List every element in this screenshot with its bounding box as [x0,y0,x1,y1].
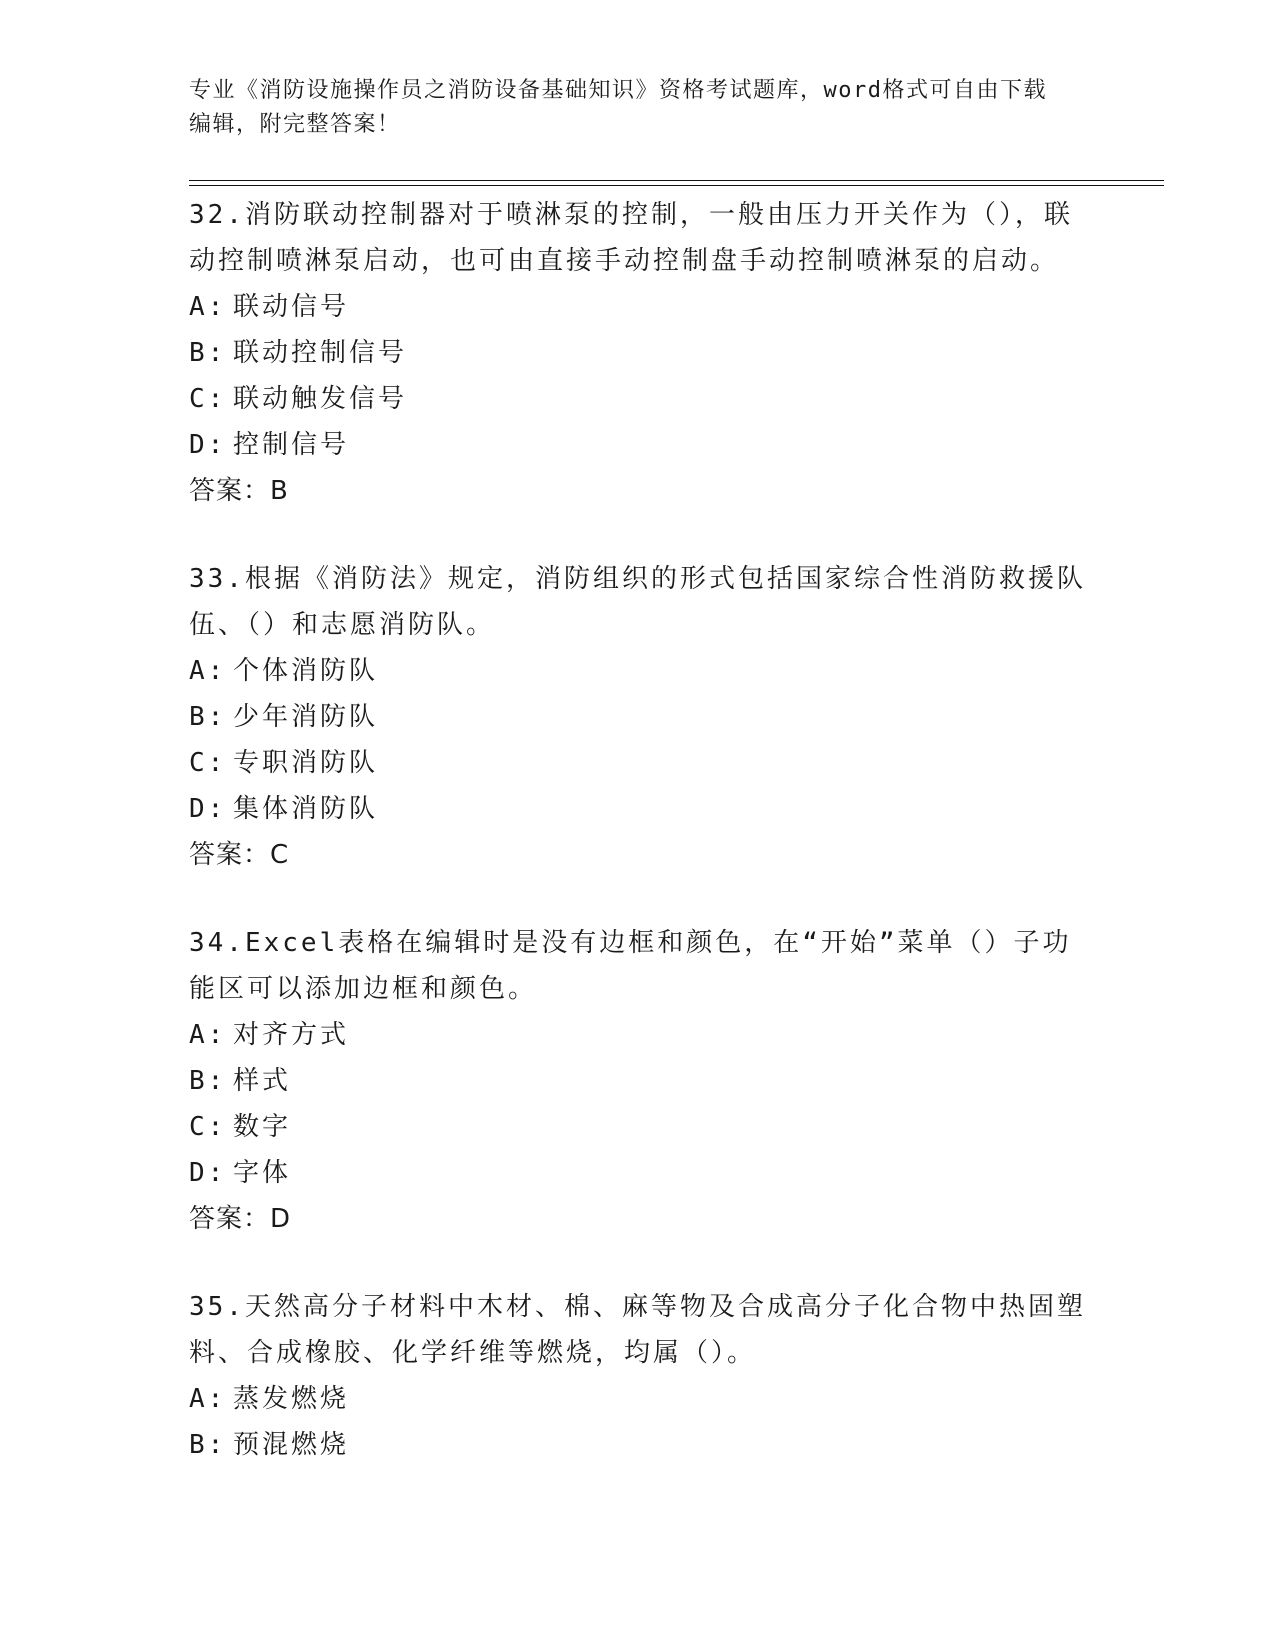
question-stem [189,1284,1089,1376]
option-key: C: [189,748,227,778]
option-text: 数字 [233,1112,292,1142]
option-text: 联动控制信号 [233,338,408,368]
answer-label: 答案： [189,476,271,506]
question-33 [189,556,1089,878]
document-header [189,74,1069,142]
option-key: B: [189,1430,227,1460]
option-c [189,376,1089,422]
option-a [189,284,1089,330]
option-b [189,330,1089,376]
option-d [189,422,1089,468]
option-c [189,1104,1089,1150]
option-key: B: [189,338,227,368]
question-list [189,192,1089,1510]
option-text: 蒸发燃烧 [233,1384,350,1414]
question-stem [189,556,1089,648]
option-d [189,786,1089,832]
answer-value: B [270,476,289,506]
option-text: 字体 [233,1158,292,1188]
option-key: B: [189,1066,227,1096]
option-text: 集体消防队 [233,794,379,824]
option-key: D: [189,1158,227,1188]
option-key: B: [189,702,227,732]
option-key: C: [189,384,227,414]
option-key: D: [189,430,227,460]
header-divider-top [189,180,1164,181]
question-text: Excel表格在编辑时是没有边框和颜色，在“开始”菜单（）子功能区可以添加边框和颜色。 [189,928,1072,1004]
option-text: 对齐方式 [233,1020,350,1050]
option-text: 联动信号 [233,292,350,322]
question-number: 35. [189,1292,245,1322]
header-divider-bottom [189,185,1164,186]
option-a [189,648,1089,694]
option-text: 少年消防队 [233,702,379,732]
question-text: 消防联动控制器对于喷淋泵的控制，一般由压力开关作为（），联动控制喷淋泵启动，也可由直接手动控制盘手动控制喷淋泵的启动。 [189,200,1073,276]
option-key: A: [189,292,227,322]
answer-value: D [270,1204,292,1234]
option-key: C: [189,1112,227,1142]
question-number: 32. [189,200,245,230]
question-stem [189,192,1089,284]
answer-label: 答案： [189,1204,271,1234]
question-32 [189,192,1089,514]
answer-label: 答案： [189,840,271,870]
header-text: 专业《消防设施操作员之消防设备基础知识》资格考试题库，word格式可自由下载编辑，附完整答案！ [189,78,1047,137]
option-key: A: [189,1020,227,1050]
option-text: 样式 [233,1066,292,1096]
option-a [189,1376,1089,1422]
option-a [189,1012,1089,1058]
option-text: 个体消防队 [233,656,379,686]
option-b [189,694,1089,740]
option-text: 联动触发信号 [233,384,408,414]
option-key: A: [189,1384,227,1414]
option-b [189,1058,1089,1104]
answer-line [189,832,1089,878]
option-c [189,740,1089,786]
question-34 [189,920,1089,1242]
question-number: 34. [189,928,245,958]
answer-value: C [270,840,290,870]
option-d [189,1150,1089,1196]
option-text: 预混燃烧 [233,1430,350,1460]
answer-line [189,1196,1089,1242]
question-text: 天然高分子材料中木材、棉、麻等物及合成高分子化合物中热固塑料、合成橡胶、化学纤维等燃烧，均属（）。 [189,1292,1086,1368]
option-text: 专职消防队 [233,748,379,778]
question-35 [189,1284,1089,1468]
question-number: 33. [189,564,245,594]
question-stem [189,920,1089,1012]
option-key: A: [189,656,227,686]
option-key: D: [189,794,227,824]
question-text: 根据《消防法》规定，消防组织的形式包括国家综合性消防救援队伍、（）和志愿消防队。 [189,564,1086,640]
option-b [189,1422,1089,1468]
option-text: 控制信号 [233,430,350,460]
answer-line [189,468,1089,514]
